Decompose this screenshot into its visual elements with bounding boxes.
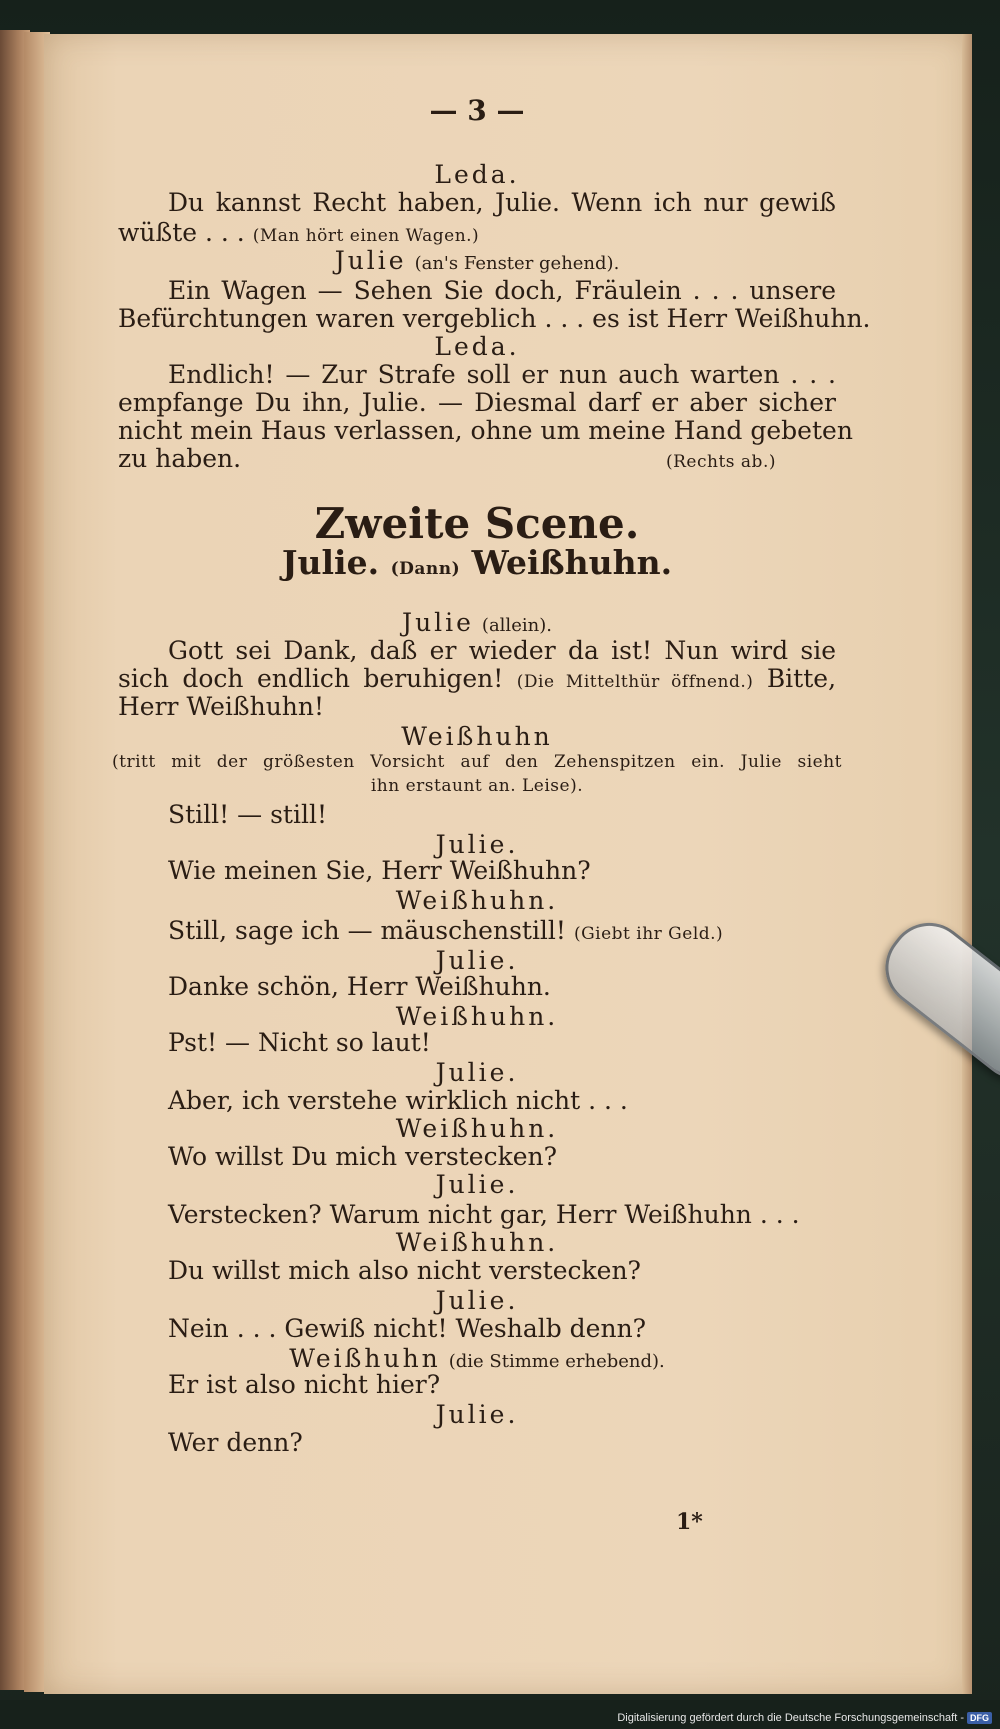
- dialogue-line: Verstecken? Warum nicht gar, Herr Weißhuhn . . .: [168, 1200, 800, 1229]
- stage-direction: (die Stimme erhebend).: [448, 1351, 665, 1372]
- dialogue-line: Danke schön, Herr Weißhuhn.: [168, 972, 551, 1001]
- dialogue-line: Nein . . . Gewiß nicht! Weshalb denn?: [168, 1314, 647, 1343]
- speaker-name: Julie.: [435, 1400, 519, 1429]
- dialogue-line: Wie meinen Sie, Herr Weißhuhn?: [168, 856, 591, 885]
- stage-direction: (an's Fenster gehend).: [414, 253, 620, 274]
- printer-signature: 1*: [676, 1509, 703, 1535]
- stage-direction: (Die Mittelthür öffnend.): [516, 672, 754, 692]
- dialogue-line: Gott sei Dank, daß er wieder da ist! Nun wird sie: [168, 636, 836, 665]
- dialogue-line: Endlich! — Zur Strafe soll er nun auch warten . . .: [168, 360, 836, 389]
- dialogue-line: Wer denn?: [168, 1428, 303, 1457]
- speaker-name: Weißhuhn.: [395, 886, 559, 915]
- dialogue-line: Herr Weißhuhn!: [118, 692, 325, 721]
- dialogue-line: Aber, ich verstehe wirklich nicht . . .: [168, 1086, 628, 1115]
- speaker-name: Julie.: [435, 1058, 519, 1087]
- dialogue-line: empfange Du ihn, Julie. — Diesmal darf er aber sicher: [118, 388, 836, 417]
- stage-direction: (Dann): [390, 559, 461, 579]
- scene-title: Zweite Scene.: [314, 499, 640, 548]
- dialogue-line: [168, 916, 836, 949]
- dialogue-line: Still! — still!: [168, 800, 328, 829]
- scene-characters: [118, 543, 836, 584]
- dialogue-line: Du willst mich also nicht verstecken?: [168, 1256, 641, 1285]
- dialogue-line: Du kannst Recht haben, Julie. Wenn ich nur gewiß: [168, 188, 836, 217]
- dialogue-text: sich doch endlich beruhigen!: [118, 664, 504, 693]
- speaker-name: Weißhuhn: [401, 722, 553, 751]
- dialogue-line: Er ist also nicht hier?: [168, 1370, 441, 1399]
- stage-direction: (Rechts ab.): [666, 452, 776, 472]
- dfg-footer: [617, 1712, 992, 1724]
- dialogue-text: Still, sage ich — mäuschenstill!: [168, 916, 566, 945]
- speaker-name: Leda.: [434, 160, 520, 189]
- stage-direction: (tritt mit der größesten Vorsicht auf den Zehenspitzen ein. Julie sieht: [112, 752, 842, 772]
- speaker-with-direction: [118, 246, 836, 278]
- character-name: Julie.: [281, 543, 380, 582]
- dialogue-line: Pst! — Nicht so laut!: [168, 1028, 431, 1057]
- stage-direction: (Man hört einen Wagen.): [252, 226, 480, 246]
- character-name: Weißhuhn.: [471, 543, 673, 582]
- speaker-name: Julie.: [435, 830, 519, 859]
- dialogue-line: Befürchtungen waren vergeblich . . . es ist Herr Weißhuhn.: [118, 304, 871, 333]
- dialogue-text: zu haben.: [118, 444, 242, 473]
- speaker-name: Weißhuhn: [289, 1344, 441, 1373]
- stage-direction: (allein).: [481, 615, 552, 636]
- dialogue-line: [118, 444, 836, 473]
- speaker-name: Weißhuhn.: [395, 1002, 559, 1031]
- speaker-name: Leda.: [434, 332, 520, 361]
- page-edge: [962, 34, 972, 1694]
- speaker-name: Julie: [402, 608, 474, 637]
- dialogue-text: Bitte,: [766, 664, 837, 693]
- dialogue-line: Wo willst Du mich verstecken?: [168, 1142, 558, 1171]
- speaker-name: Julie.: [435, 1286, 519, 1315]
- speaker-name: Julie: [334, 246, 407, 275]
- speaker-name: Julie.: [435, 946, 519, 975]
- speaker-name: Weißhuhn.: [395, 1114, 559, 1143]
- stage-direction: ihn erstaunt an. Leise).: [370, 776, 584, 796]
- speaker-name: Weißhuhn.: [395, 1228, 559, 1257]
- speaker-name: Julie.: [435, 1170, 519, 1199]
- page-number: — 3 —: [429, 94, 525, 127]
- stage-direction: (Giebt ihr Geld.): [573, 924, 724, 944]
- dialogue-line: Ein Wagen — Sehen Sie doch, Fräulein . . . unsere: [168, 276, 836, 305]
- footer-text: Digitalisierung gefördert durch die Deutsche Forschungsgemeinschaft -: [617, 1712, 964, 1724]
- dialogue-line: nicht mein Haus verlassen, ohne um meine Hand gebeten: [118, 416, 853, 445]
- dfg-logo: DFG: [967, 1712, 992, 1724]
- dialogue-text: wüßte . . .: [118, 218, 245, 247]
